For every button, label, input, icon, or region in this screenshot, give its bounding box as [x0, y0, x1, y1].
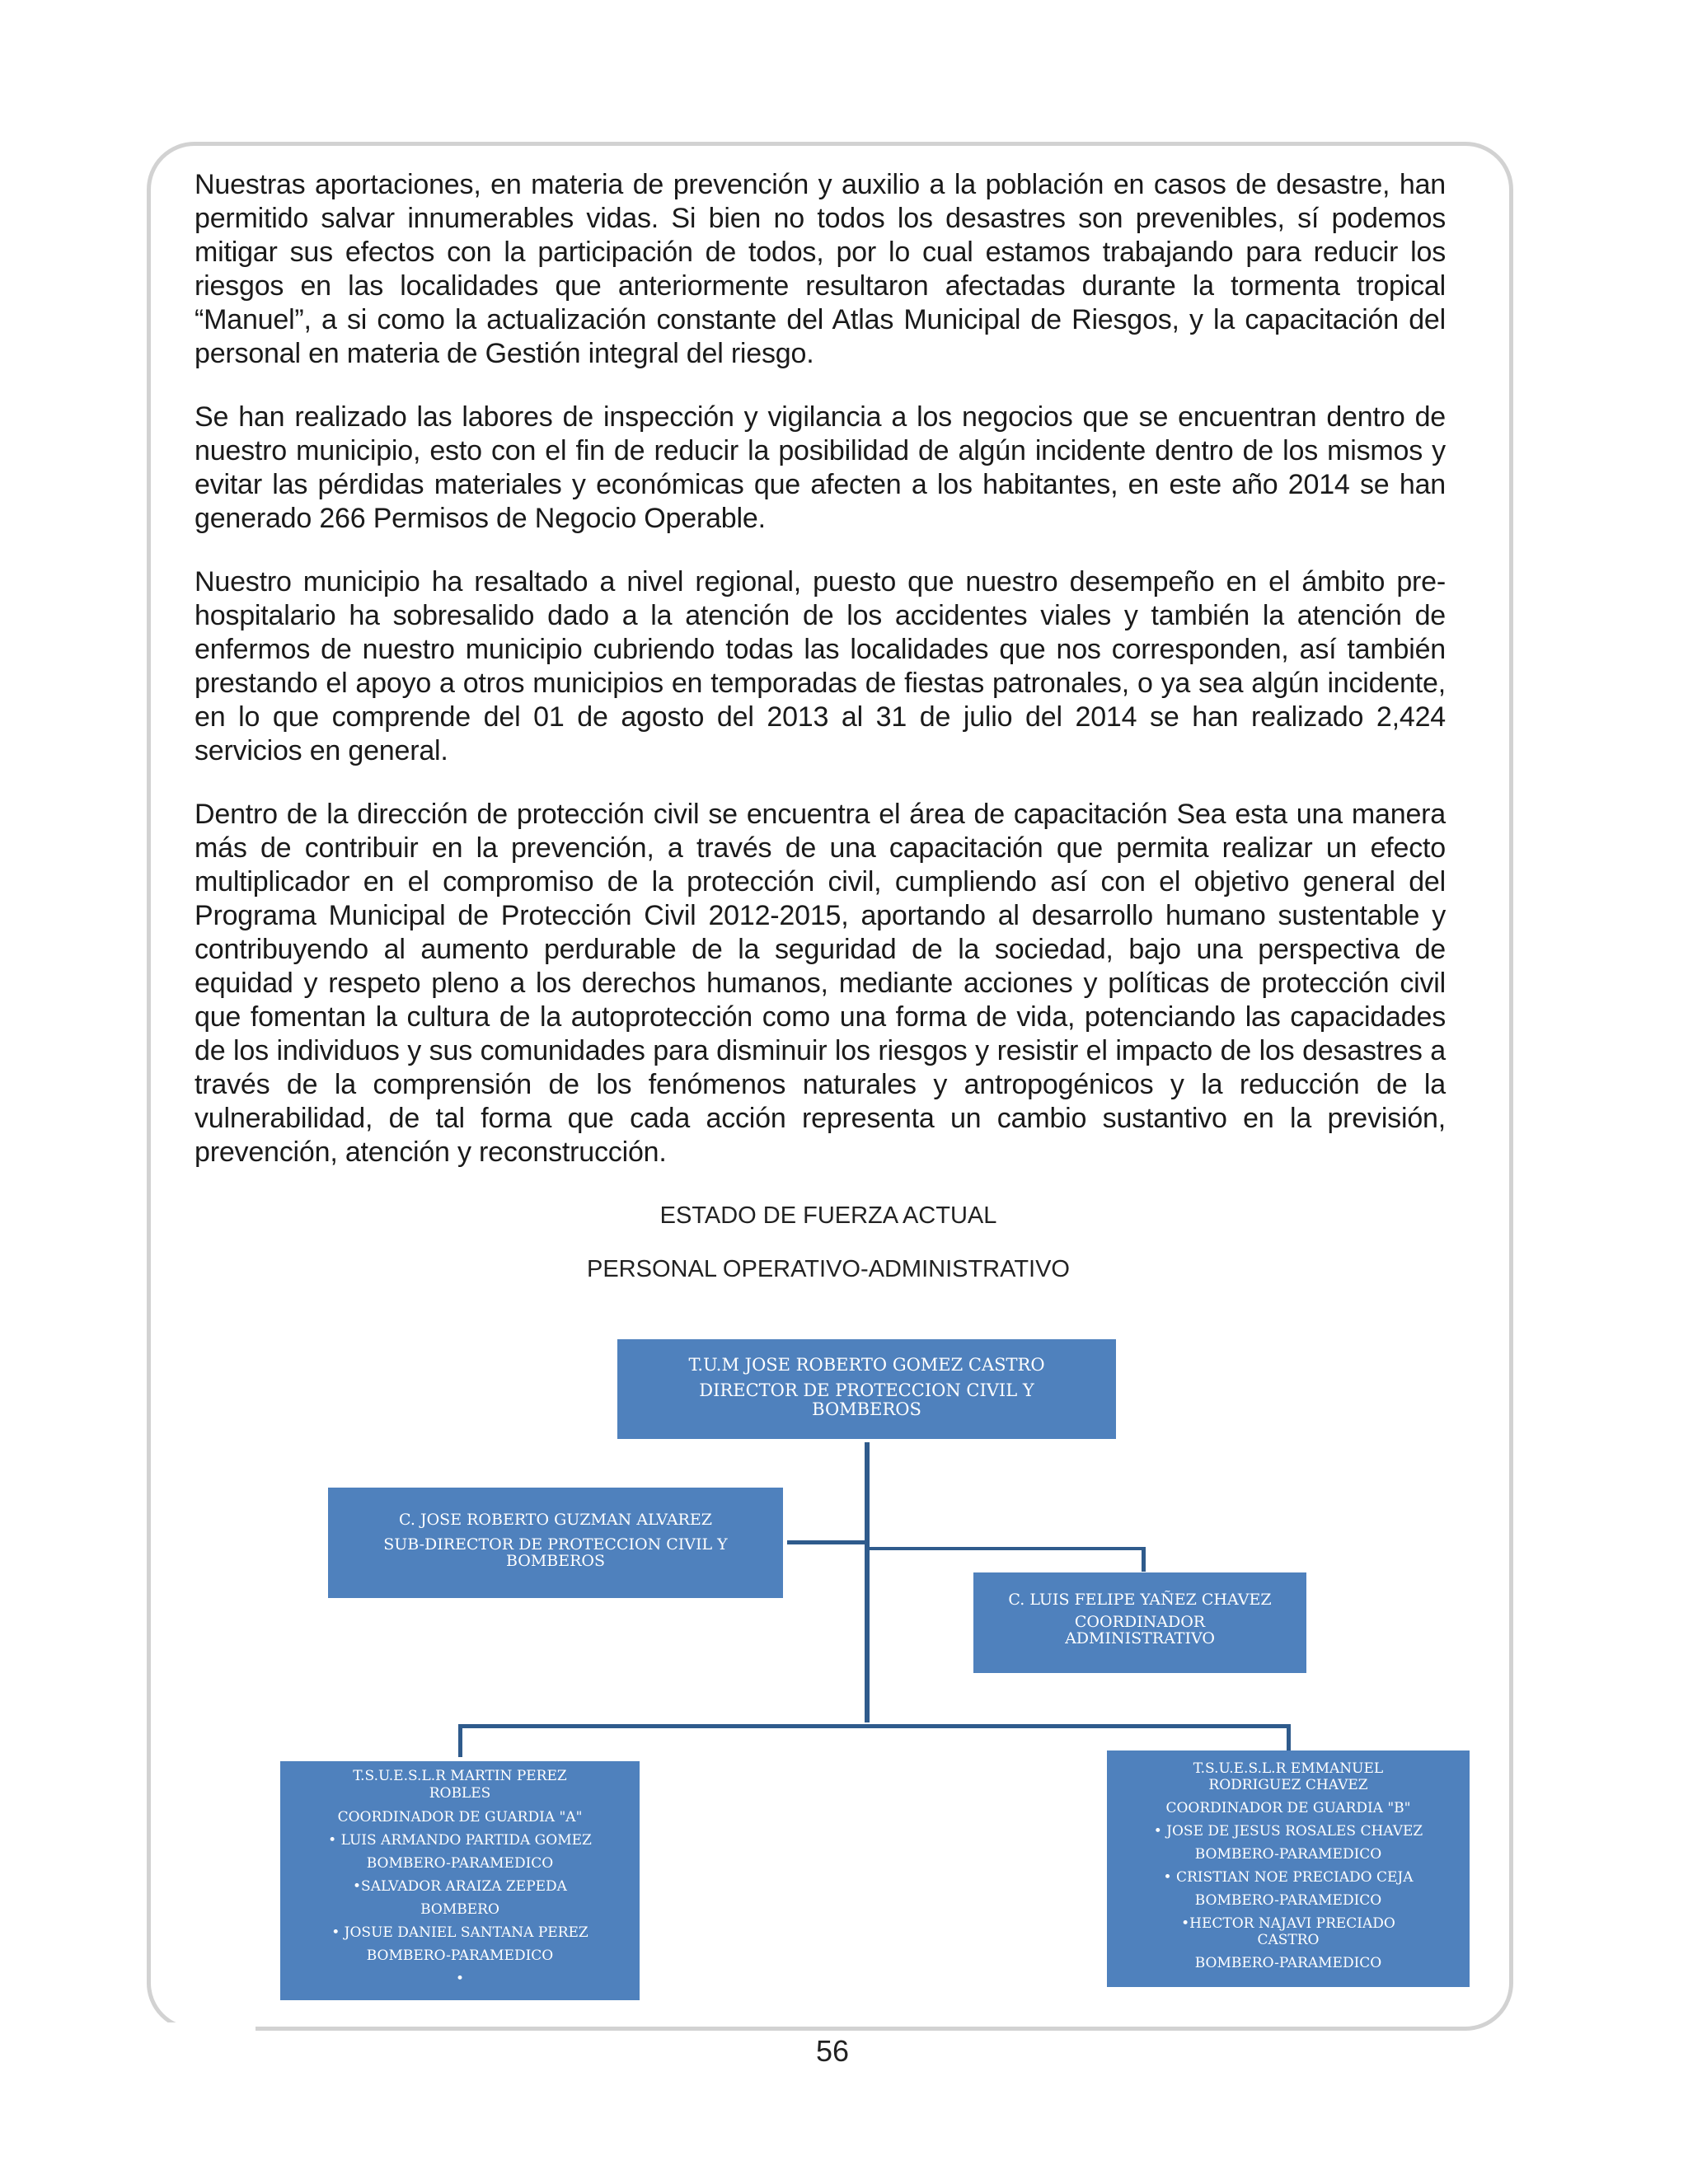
- coordinator-role: COORDINADOR: [1074, 1613, 1206, 1631]
- connector-coordinator-v: [1142, 1547, 1146, 1572]
- director-box: [617, 1339, 1116, 1439]
- paragraph-2: Se han realizado las labores de inspección y vigilancia a los negocios que se encuentran dentro de nuestro municipio, esto con el fin de reducir la posibilidad de algún incidente dentro de los mismos y evitar las pérdidas materiales y económicas que afecten a los habitantes, en este año 2014 se han generado 266 Permisos de Negocio Operable.: [195, 401, 1446, 534]
- section-title: ESTADO DE FUERZA ACTUAL: [659, 1202, 997, 1229]
- body-text: [195, 168, 1446, 1199]
- guard-b-line-9: CASTRO: [1257, 1932, 1320, 1948]
- guard-a-line-10: •: [455, 1971, 465, 1987]
- director-name: T.U.M JOSE ROBERTO GOMEZ CASTRO: [688, 1355, 1045, 1375]
- guard-a-line-9: BOMBERO-PARAMEDICO: [366, 1947, 554, 1964]
- connector-guard-b-v: [1287, 1724, 1291, 1750]
- connector-subdirector: [787, 1540, 867, 1544]
- director-role-2: BOMBEROS: [812, 1399, 921, 1419]
- coordinator-box: [973, 1572, 1306, 1673]
- guard-a-line-5: BOMBERO-PARAMEDICO: [366, 1855, 554, 1872]
- guard-b-line-5: BOMBERO-PARAMEDICO: [1194, 1846, 1382, 1863]
- subdirector-box: [328, 1488, 783, 1598]
- guard-b-line-10: BOMBERO-PARAMEDICO: [1194, 1955, 1382, 1971]
- connector-guards-h: [458, 1724, 1291, 1728]
- section-subtitle: PERSONAL OPERATIVO-ADMINISTRATIVO: [587, 1256, 1070, 1282]
- guard-a-box: [280, 1761, 640, 2000]
- guard-a-line-8: • JOSUE DANIEL SANTANA PEREZ: [331, 1924, 588, 1941]
- page-number: 56: [815, 2034, 850, 2068]
- subdirector-name: C. JOSE ROBERTO GUZMAN ALVAREZ: [399, 1511, 712, 1529]
- guard-b-line-1: T.S.U.E.S.L.R EMMANUEL: [1193, 1760, 1384, 1777]
- connector-coordinator-h: [867, 1547, 1146, 1550]
- connector-main-vertical: [865, 1442, 870, 1722]
- guard-b-line-3: COORDINADOR DE GUARDIA "B": [1165, 1800, 1411, 1816]
- guard-b-line-6: • CRISTIAN NOE PRECIADO CEJA: [1163, 1869, 1414, 1886]
- guard-a-line-1: T.S.U.E.S.L.R MARTIN PEREZ: [353, 1768, 567, 1784]
- guard-a-line-4: • LUIS ARMANDO PARTIDA GOMEZ: [328, 1832, 592, 1849]
- guard-a-line-7: BOMBERO: [420, 1901, 499, 1918]
- guard-b-box: [1107, 1750, 1470, 1987]
- guard-a-line-2: ROBLES: [429, 1785, 491, 1802]
- guard-b-line-7: BOMBERO-PARAMEDICO: [1194, 1892, 1382, 1909]
- paragraph-3: Nuestro municipio ha resaltado a nivel regional, puesto que nuestro desempeño en el ámbito pre-hospitalario ha sobresalido dado a la atención de los accidentes viales y también la atención de enfermos de nuestro municipio cubriendo todas las localidades que nos corresponden, así también prestando el apoyo a otros municipios en temporadas de fiestas patronales, o ya sea algún incidente, en lo que comprende del 01 de agosto del 2013 al 31 de julio del 2014 se han realizado 2,424 servicios en general.: [195, 566, 1446, 766]
- connector-guard-a-v: [458, 1724, 462, 1757]
- paragraph-1: Nuestras aportaciones, en materia de prevención y auxilio a la población en casos de desastre, han permitido salvar innumerables vidas. Si bien no todos los desastres son prevenibles, sí podemos mitigar sus efectos con la participación de todos, por lo cual estamos trabajando para reducir los riesgos en las localidades que anteriormente resultaron afectadas durante la tormenta tropical “Manuel”, a si como la actualización constante del Atlas Municipal de Riesgos, y la capacitación del personal en materia de Gestión integral del riesgo.: [195, 169, 1446, 369]
- coordinator-role-2: ADMINISTRATIVO: [1065, 1629, 1215, 1647]
- coordinator-name: C. LUIS FELIPE YAÑEZ CHAVEZ: [1008, 1591, 1272, 1609]
- guard-a-line-3: COORDINADOR DE GUARDIA "A": [337, 1809, 583, 1825]
- guard-b-line-4: • JOSE DE JESUS ROSALES CHAVEZ: [1153, 1823, 1423, 1840]
- frame-tab: [165, 2022, 256, 2034]
- guard-b-line-2: RODRIGUEZ CHAVEZ: [1208, 1777, 1368, 1793]
- subdirector-role-2: BOMBEROS: [505, 1552, 606, 1570]
- subdirector-role: SUB-DIRECTOR DE PROTECCION CIVIL Y: [383, 1535, 728, 1554]
- director-role: DIRECTOR DE PROTECCION CIVIL Y: [699, 1380, 1034, 1400]
- paragraph-4: Dentro de la dirección de protección civil se encuentra el área de capacitación Sea esta una manera más de contribuir en la prevención, a través de una capacitación que permita realizar un efecto multiplicador en el compromiso de la protección civil, cumpliendo así con el objetivo general del Programa Municipal de Protección Civil 2012-2015, aportando al desarrollo humano sustentable y contribuyendo al aumento perdurable de la seguridad de la sociedad, bajo una perspectiva de equidad y respeto pleno a los derechos humanos, mediante acciones y políticas de protección civil que fomentan la cultura de la autoprotección como una forma de vida, potenciando las capacidades de los individuos y sus comunidades para disminuir los riesgos y resistir el impacto de los desastres a través de la comprensión de los fenómenos naturales y antropogénicos y la reducción de la vulnerabilidad, de tal forma que cada acción representa un cambio sustantivo en la previsión, prevención, atención y reconstrucción.: [195, 799, 1446, 1168]
- guard-a-line-6: •SALVADOR ARAIZA ZEPEDA: [353, 1878, 567, 1895]
- guard-b-line-8: •HECTOR NAJAVI PRECIADO: [1181, 1915, 1395, 1932]
